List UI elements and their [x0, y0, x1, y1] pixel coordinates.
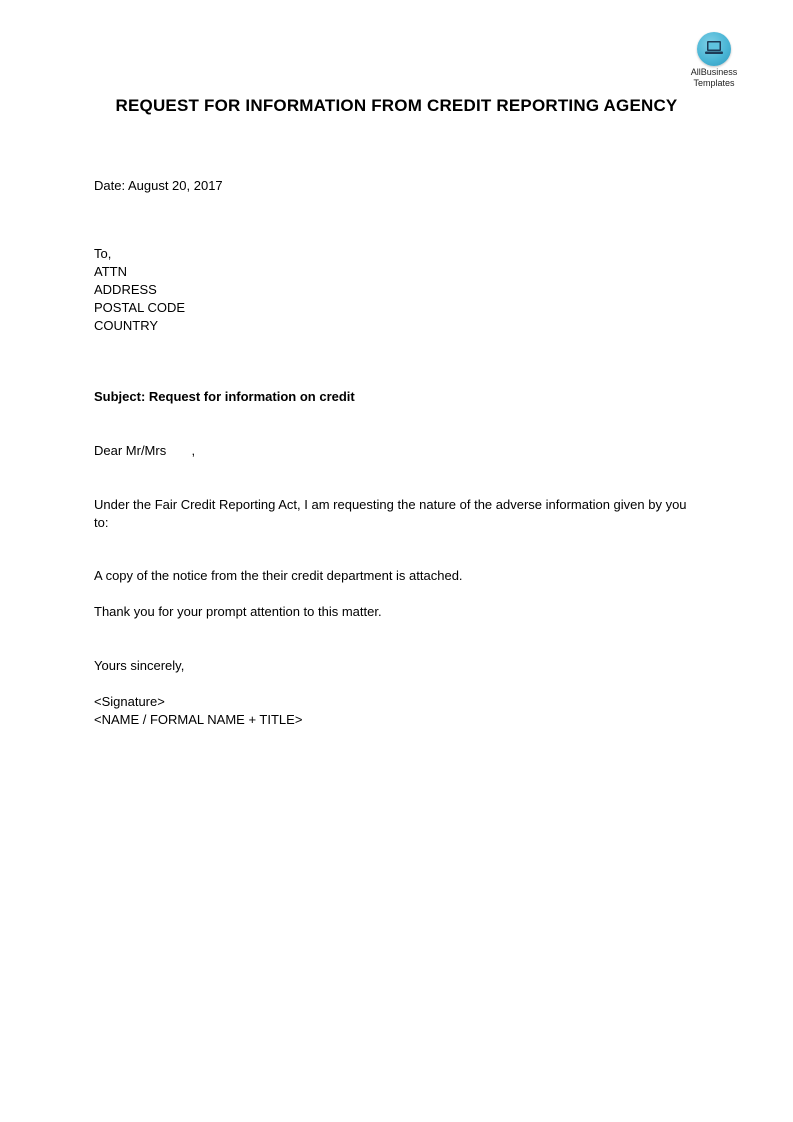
closing-signature: <Signature> — [94, 694, 165, 709]
allbusiness-templates-logo — [680, 32, 748, 88]
letter-date: Date: August 20, 2017 — [94, 178, 223, 193]
recipient-country: COUNTRY — [94, 318, 159, 333]
logo-text-line2: Templates — [693, 78, 735, 88]
closing-name-title: <NAME / FORMAL NAME + TITLE> — [94, 712, 303, 727]
recipient-address: ADDRESS — [94, 282, 157, 297]
document-title: REQUEST FOR INFORMATION FROM CREDIT REPORTING AGENCY — [115, 96, 678, 115]
recipient-to: To, — [94, 246, 112, 261]
body-paragraph-2: A copy of the notice from the their credit department is attached. — [94, 568, 463, 583]
laptop-icon — [704, 40, 724, 56]
recipient-attn: ATTN — [94, 264, 127, 279]
recipient-postal-code: POSTAL CODE — [94, 300, 186, 315]
letter-subject: Subject: Request for information on credit — [94, 389, 355, 404]
body-paragraph-3: Thank you for your prompt attention to this matter. — [94, 604, 382, 619]
letter-salutation: Dear Mr/Mrs , — [94, 443, 196, 458]
logo-badge — [697, 32, 731, 66]
body-paragraph-1: Under the Fair Credit Reporting Act, I am requesting the nature of the adverse information given by you to: — [94, 497, 687, 530]
closing-sign-off: Yours sincerely, — [94, 658, 185, 673]
logo-text-line1: AllBusiness — [690, 67, 738, 77]
